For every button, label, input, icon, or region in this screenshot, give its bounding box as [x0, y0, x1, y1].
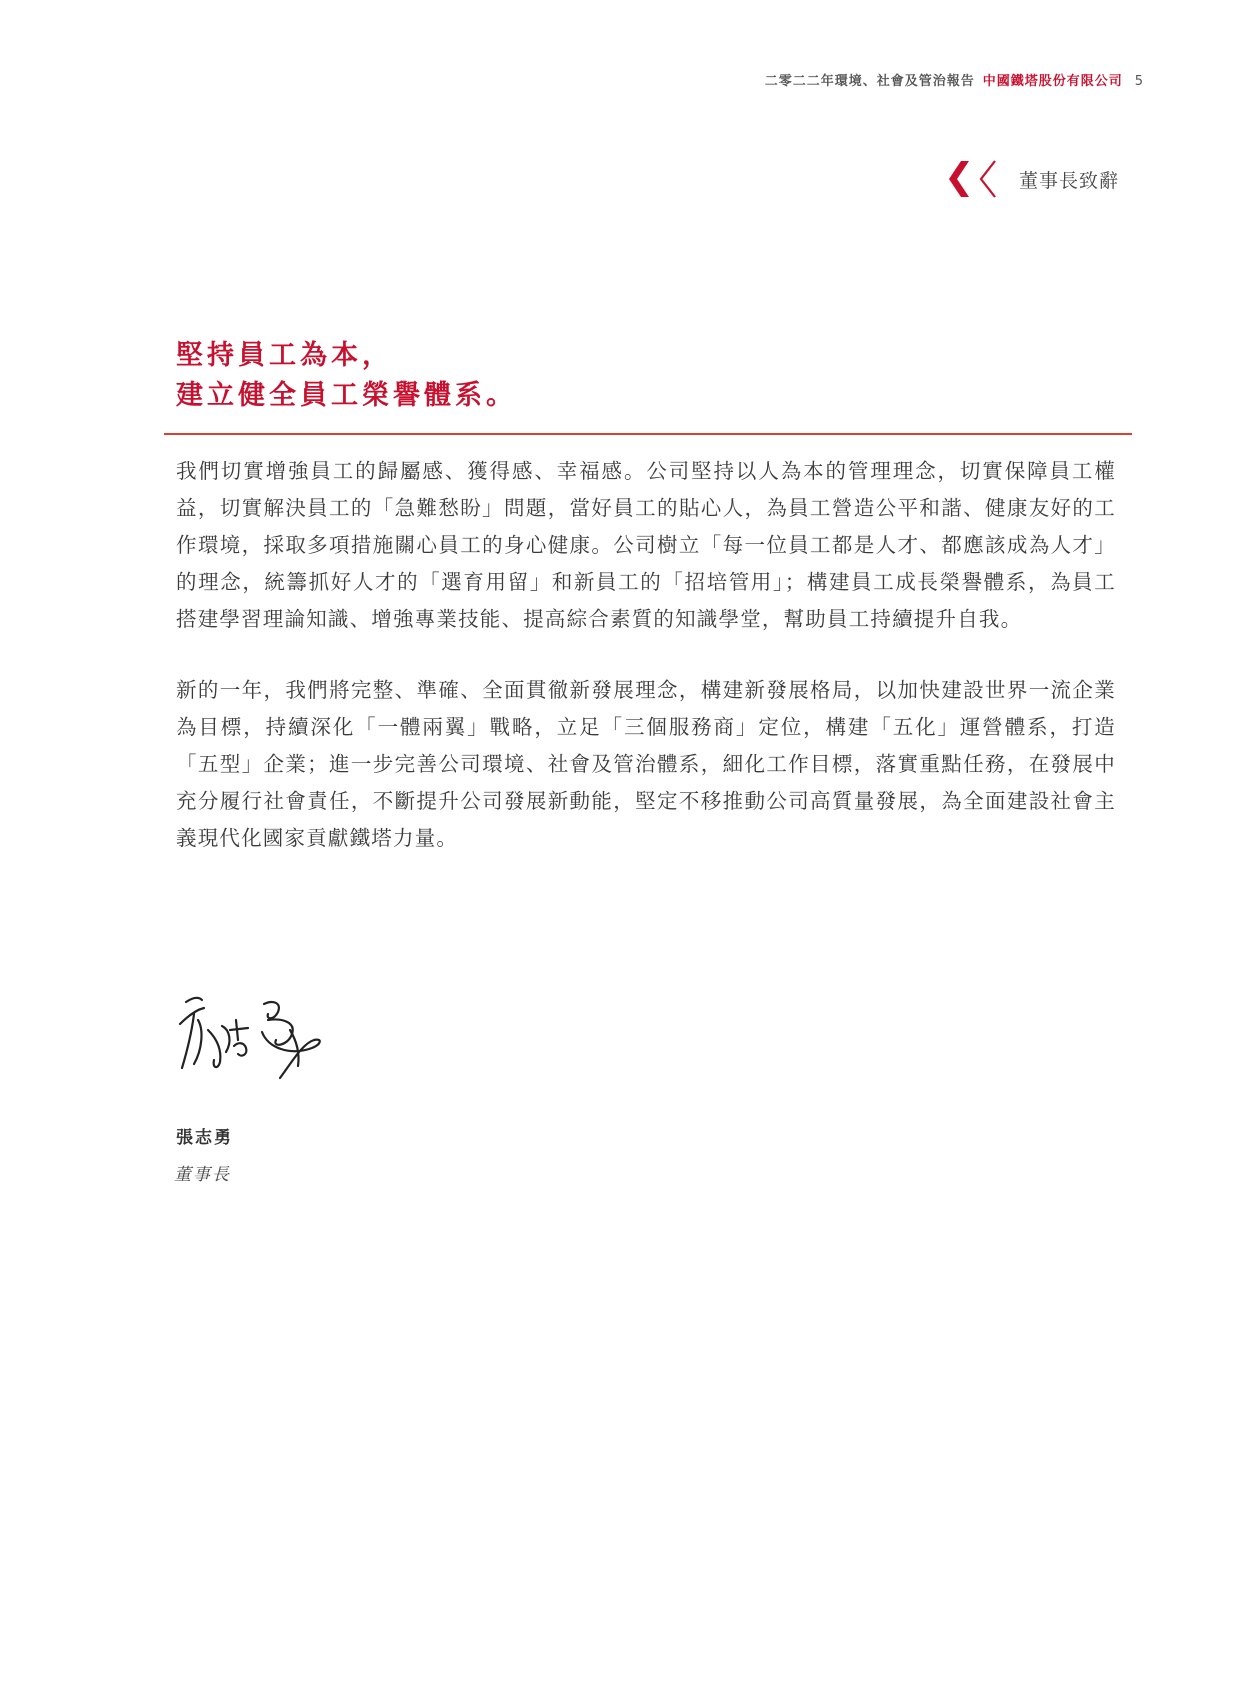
- report-title: 二零二二年環境、社會及管治報告: [764, 74, 975, 89]
- divider: [164, 433, 1132, 435]
- section-label: 董事長致辭: [1018, 169, 1119, 192]
- section-tag: [945, 158, 1119, 200]
- company-name: 中國鐵塔股份有限公司: [982, 74, 1123, 89]
- signer-name: 張志勇: [176, 1128, 233, 1148]
- paragraph: 新的一年，我們將完整、準確、全面貫徹新發展理念，構建新發展格局，以加快建設世界一流企業為目標，持續深化「一體兩翼」戰略，立足「三個服務商」定位，構建「五化」運營體系，打造「五型」企業；進一步完善公司環境、社會及管治體系，細化工作目標，落實重點任務，在發展中充分履行社會責任，不斷提升公司發展新動能，堅定不移推動公司高質量發展，為全面建設社會主義現代化國家貢獻鐵塔力量。: [176, 678, 1116, 850]
- letter-body: [176, 453, 1116, 891]
- double-chevron-left-icon: [945, 158, 1007, 200]
- headline: [176, 336, 517, 416]
- headline-line-2: 建立健全員工榮譽體系。: [176, 380, 517, 411]
- signature-image: [172, 990, 332, 1090]
- page-header: [765, 70, 1144, 89]
- page-number: 5: [1134, 74, 1144, 89]
- paragraph: 我們切實增強員工的歸屬感、獲得感、幸福感。公司堅持以人為本的管理理念，切實保障員工權益，切實解決員工的「急難愁盼」問題，當好員工的貼心人，為員工營造公平和諧、健康友好的工作環境，採取多項措施關心員工的身心健康。公司樹立「每一位員工都是人才、都應該成為人才」的理念，統籌抓好人才的「選育用留」和新員工的「招培管用」；構建員工成長榮譽體系，為員工搭建學習理論知識、增強專業技能、提高綜合素質的知識學堂，幫助員工持續提升自我。: [176, 459, 1116, 631]
- headline-line-1: 堅持員工為本，: [176, 340, 393, 371]
- signer-title: 董事長: [174, 1165, 231, 1185]
